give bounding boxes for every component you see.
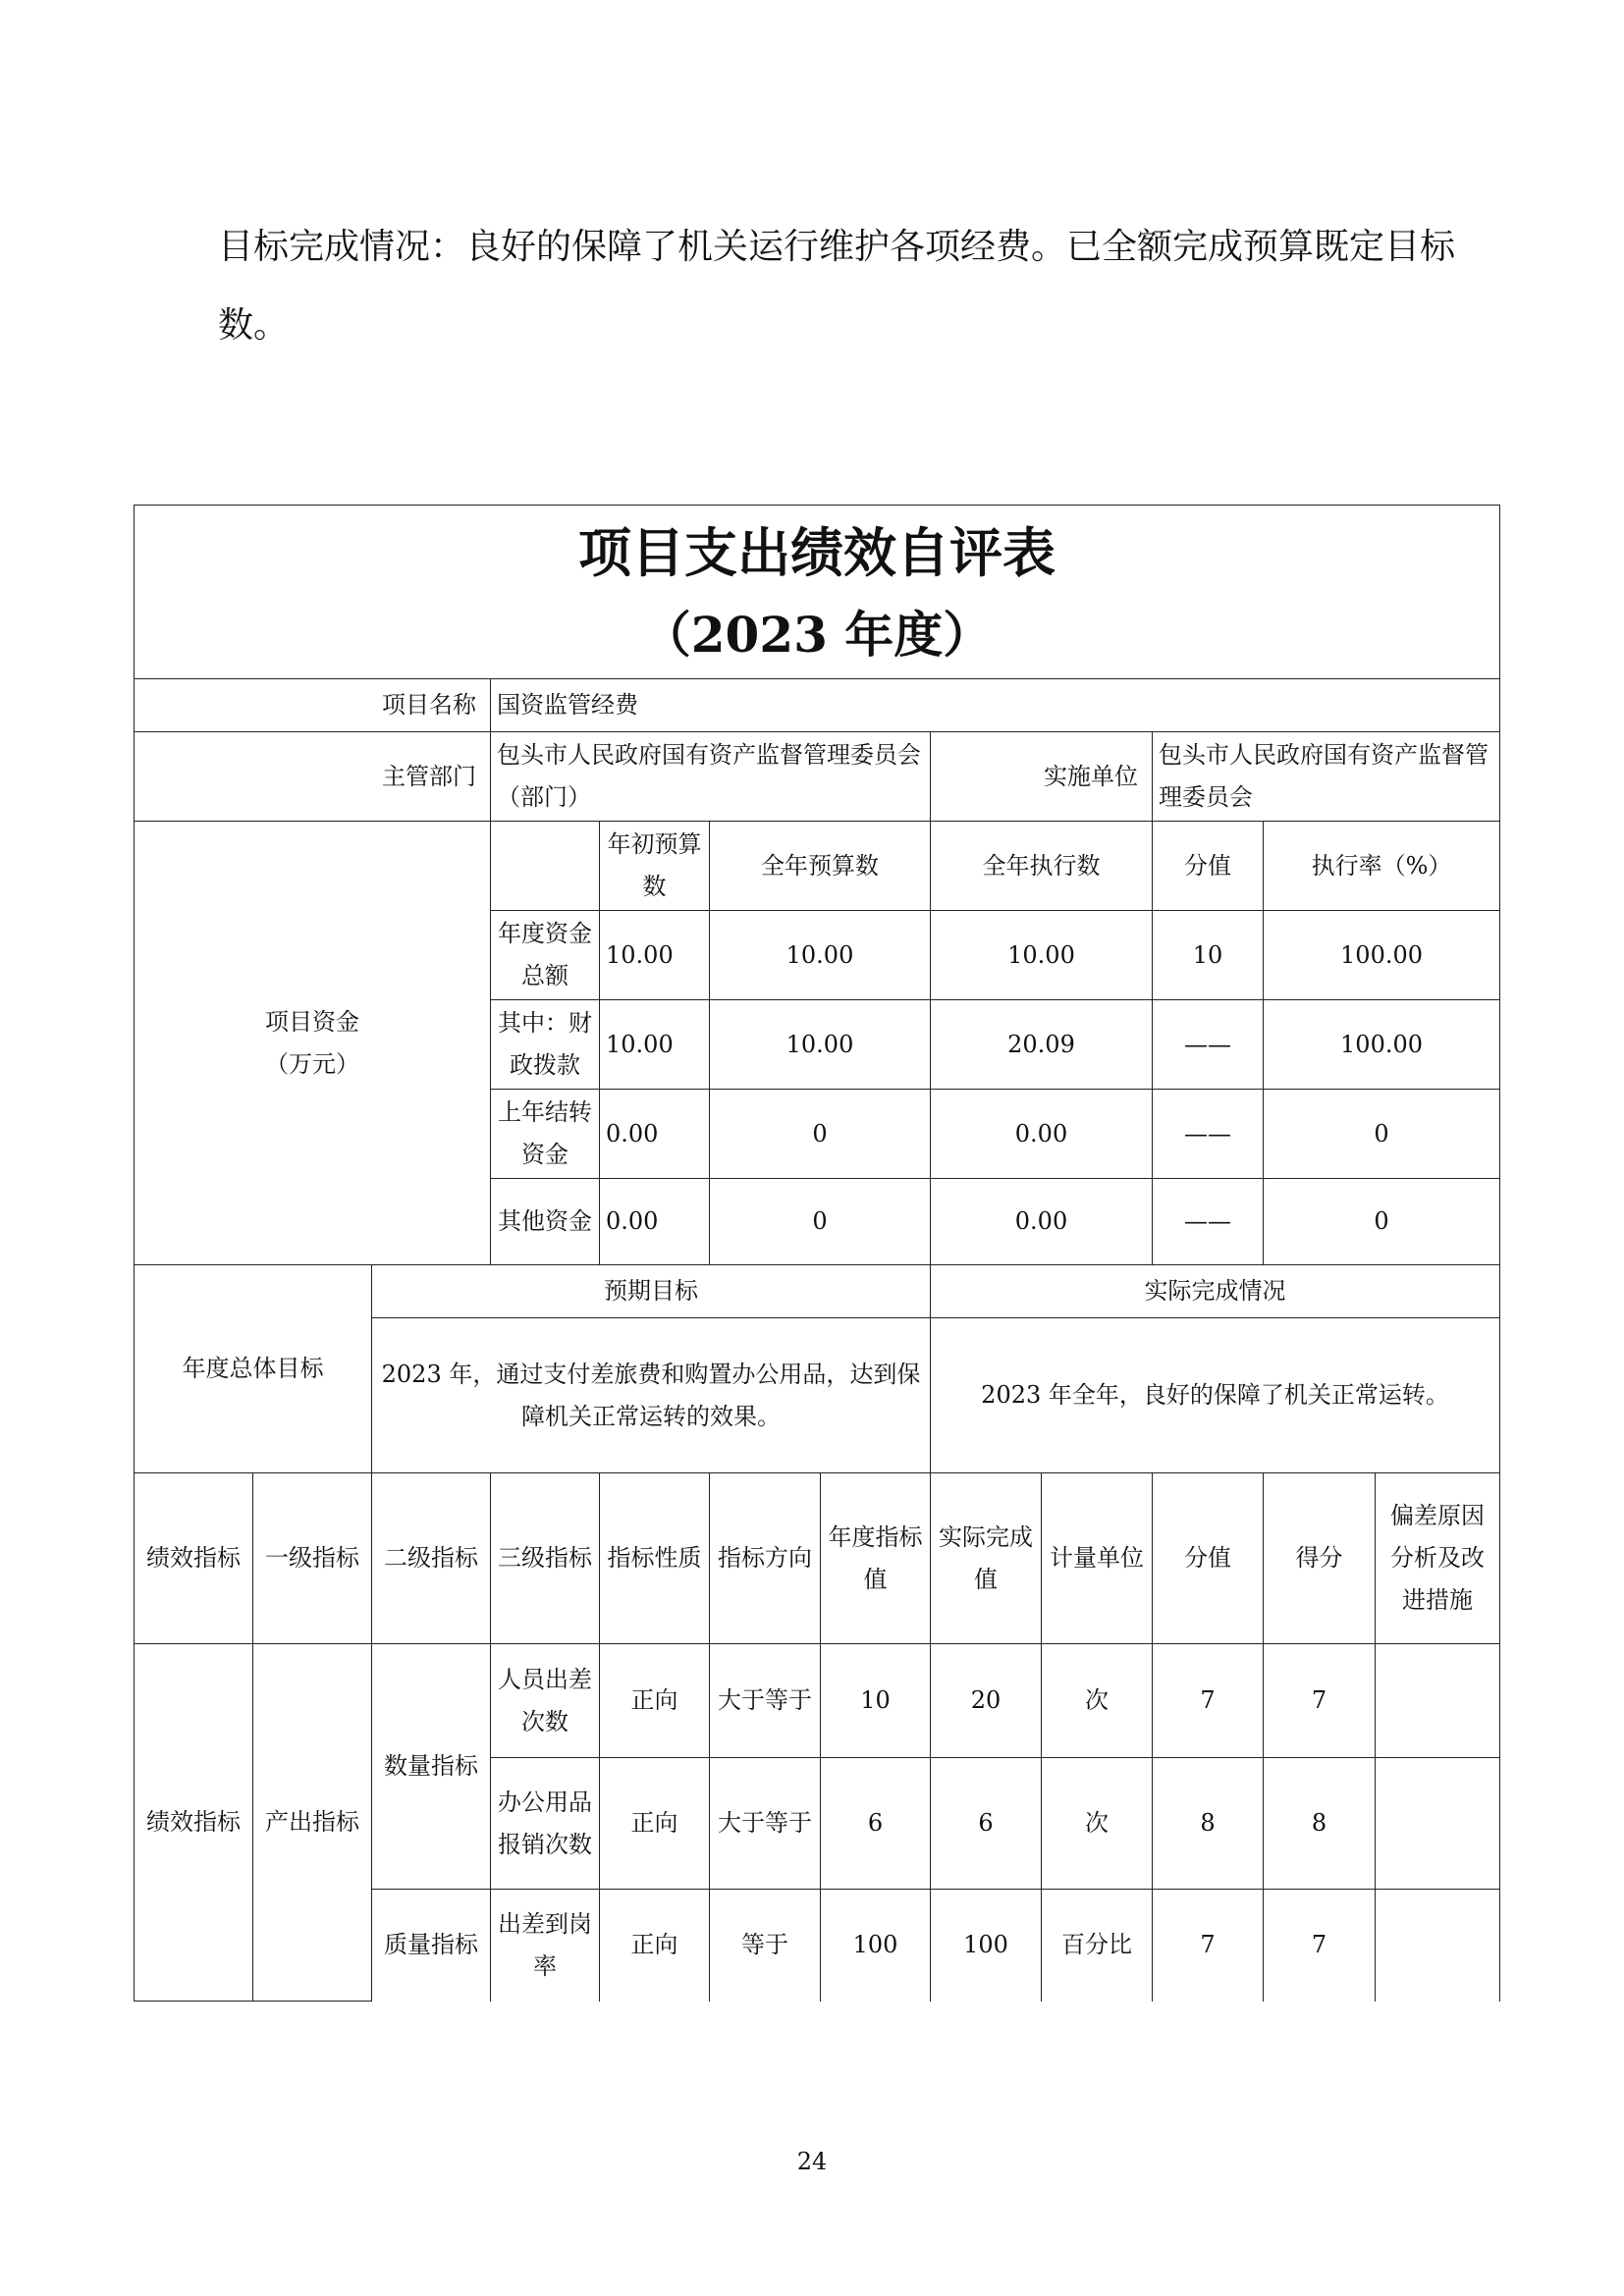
funds-cell: —— xyxy=(1153,1179,1264,1265)
funds-cell: 20.09 xyxy=(931,1000,1153,1090)
indicator-header: 指标性质 xyxy=(600,1473,710,1644)
actual-completion-text: 2023 年全年，良好的保障了机关正常运转。 xyxy=(931,1318,1500,1473)
indicator-cell: 7 xyxy=(1264,1644,1376,1758)
funds-cell: 10.00 xyxy=(600,911,710,1000)
dept-label: 主管部门 xyxy=(135,732,491,822)
funds-header-exec-rate: 执行率（%） xyxy=(1264,822,1500,911)
actual-completion-header: 实际完成情况 xyxy=(931,1265,1500,1318)
indicator-cell: 等于 xyxy=(710,1890,821,2002)
indicator-cell: 100 xyxy=(931,1890,1042,2002)
indicator-cell: 正向 xyxy=(600,1644,710,1758)
indicator-header: 三级指标 xyxy=(491,1473,600,1644)
indicator-cell: 7 xyxy=(1153,1890,1264,2002)
table-title-year: （2023 年度） xyxy=(641,606,993,664)
funds-label-text: 项目资金 xyxy=(265,1007,359,1036)
indicator-cell: 6 xyxy=(821,1758,931,1890)
funds-header-initial-budget: 年初预算数 xyxy=(600,822,710,911)
indicator-col1: 绩效指标 xyxy=(135,1644,253,2002)
indicator-cell xyxy=(1376,1644,1500,1758)
funds-header-blank xyxy=(491,822,600,911)
indicator-cell xyxy=(1376,1890,1500,2002)
indicator-cell: 正向 xyxy=(600,1890,710,2002)
quality-indicator-label: 质量指标 xyxy=(372,1890,491,2002)
funds-unit-text: （万元） xyxy=(265,1049,359,1078)
indicator-cell: 10 xyxy=(821,1644,931,1758)
funds-cell: 10.00 xyxy=(710,911,931,1000)
funds-label xyxy=(135,822,491,1265)
funds-header-score-value: 分值 xyxy=(1153,822,1264,911)
indicator-header: 计量单位 xyxy=(1042,1473,1153,1644)
table-title-main: 项目支出绩效自评表 xyxy=(578,521,1056,584)
funds-cell: 0 xyxy=(710,1179,931,1265)
indicator-cell: 次 xyxy=(1042,1758,1153,1890)
indicator-header: 指标方向 xyxy=(710,1473,821,1644)
funds-cell: 100.00 xyxy=(1264,911,1500,1000)
intro-paragraph: 目标完成情况：良好的保障了机关运行维护各项经费。已全额完成预算既定目标数。 xyxy=(218,227,1456,346)
indicator-cell: 大于等于 xyxy=(710,1758,821,1890)
funds-header-executed: 全年执行数 xyxy=(931,822,1153,911)
funds-cell: —— xyxy=(1153,1090,1264,1179)
indicator-header: 实际完成值 xyxy=(931,1473,1042,1644)
performance-evaluation-table xyxy=(134,505,1500,2002)
indicator-cell: 大于等于 xyxy=(710,1644,821,1758)
indicator-cell: 100 xyxy=(821,1890,931,2002)
indicator-cell: 8 xyxy=(1264,1758,1376,1890)
indicator-header: 绩效指标 xyxy=(135,1473,253,1644)
indicator-cell: 20 xyxy=(931,1644,1042,1758)
expected-goal-header: 预期目标 xyxy=(372,1265,931,1318)
funds-cell: 上年结转资金 xyxy=(491,1090,600,1179)
dept-value: 包头市人民政府国有资产监督管理委员会（部门） xyxy=(491,732,931,822)
indicator-cell: 人员出差次数 xyxy=(491,1644,600,1758)
impl-unit-value: 包头市人民政府国有资产监督管理委员会 xyxy=(1153,732,1500,822)
indicator-header: 一级指标 xyxy=(253,1473,372,1644)
indicator-row xyxy=(135,1644,1500,1758)
funds-cell: 0 xyxy=(710,1090,931,1179)
annual-goal-label: 年度总体目标 xyxy=(135,1265,372,1473)
funds-cell: 0 xyxy=(1264,1179,1500,1265)
funds-cell: 10.00 xyxy=(931,911,1153,1000)
quantity-indicator-label: 数量指标 xyxy=(372,1644,491,1890)
funds-cell: 0 xyxy=(1264,1090,1500,1179)
project-name-value: 国资监管经费 xyxy=(491,679,1500,732)
indicator-header: 分值 xyxy=(1153,1473,1264,1644)
funds-cell: 100.00 xyxy=(1264,1000,1500,1090)
funds-cell: 其他资金 xyxy=(491,1179,600,1265)
expected-goal-text: 2023 年，通过支付差旅费和购置办公用品，达到保障机关正常运转的效果。 xyxy=(372,1318,931,1473)
funds-cell: 0.00 xyxy=(931,1090,1153,1179)
indicator-col2: 产出指标 xyxy=(253,1644,372,2002)
indicator-cell: 正向 xyxy=(600,1758,710,1890)
indicator-cell: 8 xyxy=(1153,1758,1264,1890)
project-name-label: 项目名称 xyxy=(135,679,491,732)
indicator-cell: 7 xyxy=(1153,1644,1264,1758)
indicator-cell: 次 xyxy=(1042,1644,1153,1758)
funds-cell: 年度资金总额 xyxy=(491,911,600,1000)
funds-cell: 10 xyxy=(1153,911,1264,1000)
funds-cell: 0.00 xyxy=(600,1179,710,1265)
indicator-cell: 7 xyxy=(1264,1890,1376,2002)
funds-header-annual-budget: 全年预算数 xyxy=(710,822,931,911)
indicator-cell: 百分比 xyxy=(1042,1890,1153,2002)
page-number: 24 xyxy=(796,2148,828,2175)
indicator-header: 得分 xyxy=(1264,1473,1376,1644)
indicator-header: 偏差原因分析及改进措施 xyxy=(1376,1473,1500,1644)
funds-cell: 10.00 xyxy=(710,1000,931,1090)
indicator-cell: 办公用品报销次数 xyxy=(491,1758,600,1890)
funds-cell: 10.00 xyxy=(600,1000,710,1090)
funds-cell: —— xyxy=(1153,1000,1264,1090)
funds-cell: 0.00 xyxy=(600,1090,710,1179)
funds-cell: 0.00 xyxy=(931,1179,1153,1265)
indicator-header: 二级指标 xyxy=(372,1473,491,1644)
impl-unit-label: 实施单位 xyxy=(931,732,1153,822)
indicator-cell: 出差到岗率 xyxy=(491,1890,600,2002)
table-title xyxy=(135,506,1500,679)
indicator-header: 年度指标值 xyxy=(821,1473,931,1644)
indicator-cell xyxy=(1376,1758,1500,1890)
funds-cell: 其中：财政拨款 xyxy=(491,1000,600,1090)
indicator-cell: 6 xyxy=(931,1758,1042,1890)
indicator-header-row xyxy=(135,1473,1500,1644)
